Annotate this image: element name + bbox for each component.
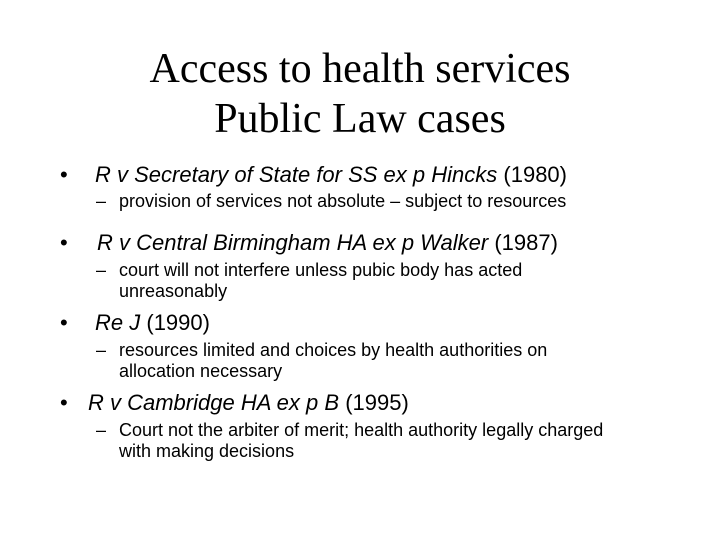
sub-text-line-2: allocation necessary: [119, 361, 283, 381]
bullet-item-walker: [0, 230, 720, 256]
dash-icon: –: [96, 420, 107, 440]
case-name: R v Secretary of State for SS ex p Hincks: [95, 162, 498, 187]
case-year: (1987): [494, 230, 558, 255]
sub-item-hincks: [96, 191, 696, 212]
dash-icon: –: [96, 260, 107, 280]
dash-icon: –: [96, 191, 107, 211]
bullet-icon: •: [60, 390, 68, 415]
sub-item-cambridge: [96, 420, 706, 462]
sub-text-line-1: court will not interfere unless pubic body has acted: [119, 260, 523, 280]
sub-text-line-1: Court not the arbiter of merit; health authority legally charged: [119, 420, 604, 440]
bullet-icon: •: [60, 162, 68, 187]
bullet-text: [95, 310, 210, 336]
bullet-text: [95, 162, 567, 188]
sub-text-line-2: unreasonably: [119, 281, 228, 301]
sub-text-line-1: resources limited and choices by health authorities on: [119, 340, 548, 360]
case-year: (1980): [503, 162, 567, 187]
sub-item-re-j: [96, 340, 696, 382]
case-name: R v Central Birmingham HA ex p Walker: [97, 230, 489, 255]
dash-icon: –: [96, 340, 107, 360]
slide-title-line-1: Access to health services: [149, 46, 571, 92]
bullet-item-re-j: [0, 310, 720, 336]
bullet-item-hincks: [0, 162, 720, 188]
slide-title-line-2: Public Law cases: [214, 96, 506, 142]
slide-title: [0, 44, 720, 144]
case-name: Re J: [95, 310, 141, 335]
bullet-icon: •: [60, 310, 68, 335]
bullet-icon: •: [60, 230, 68, 255]
case-year: (1995): [345, 390, 409, 415]
sub-item-walker: [96, 260, 696, 302]
sub-text-line-1: provision of services not absolute – subject to resources: [119, 191, 567, 211]
sub-text-line-2: with making decisions: [119, 441, 295, 461]
case-name: R v Cambridge HA ex p B: [88, 390, 340, 415]
bullet-item-cambridge: [0, 390, 720, 416]
bullet-text: [97, 230, 558, 256]
case-year: (1990): [146, 310, 210, 335]
bullet-text: [88, 390, 409, 416]
